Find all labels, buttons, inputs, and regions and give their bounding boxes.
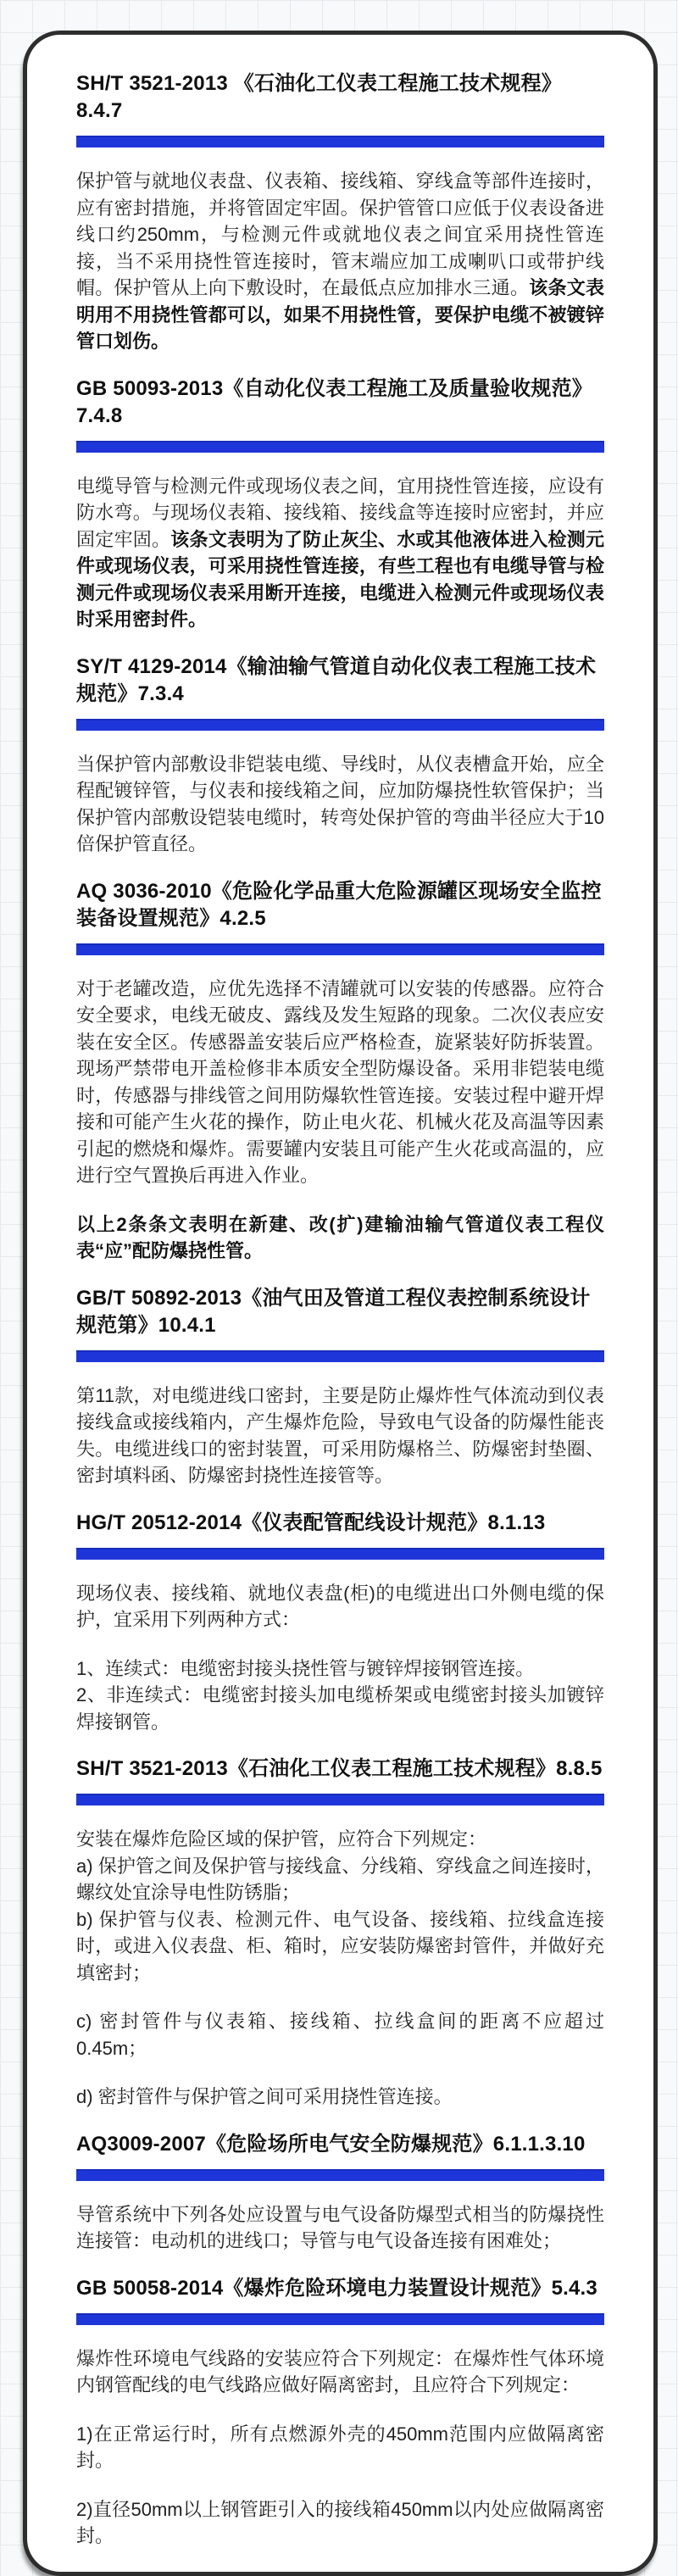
section-gb50058-5-4-3 (76, 2275, 604, 2550)
section-heading: SH/T 3521-2013《石油化工仪表工程施工技术规程》8.8.5 (76, 1757, 603, 1780)
section-gb50093-7-4-8 (76, 376, 604, 633)
section-paragraph (76, 1580, 604, 1633)
paragraph-text: 导管系统中下列各处应设置与电气设备防爆型式相当的防爆挠性连接管：电动机的进线口；导管与电气设备连接有困难处； (76, 2203, 604, 2251)
section-heading: SY/T 4129-2014《输油输气管道自动化仪表工程施工技术规范》7.3.4 (76, 654, 597, 705)
section-paragraph (76, 2345, 604, 2399)
section-heading: SH/T 3521-2013 《石油化工仪表工程施工技术规程》8.4.7 (76, 72, 562, 122)
paragraph-text: 对于老罐改造，应优先选择不清罐就可以安装的传感器。应符合安全要求，电线无破皮、露线及发生短路的现象。二次仪表应安装在安全区。传感器盖安装后应严格检查，旋紧装好防拆装置。现场严禁带电开盖检修非本质安全型防爆设备。采用非铠装电缆时，传感器与排线管之间用防爆软性管连接。安装过程中避开焊接和可能产生火花的操作，防止电火花、机械火花及高温等因素引起的燃烧和爆炸。需要罐内安装且可能产生火花或高温的，应进行空气置换后再进入作业。 (76, 977, 604, 1186)
list-item (76, 2496, 604, 2550)
section-paragraph (76, 751, 604, 858)
section-gbt50892-10-4-1 (76, 1285, 604, 1489)
paragraph-text: 第11款，对电缆进线口密封，主要是防止爆炸性气体流动到仪表接线盒或接线箱内，产生爆炸危险，导致电气设备的防爆性能丧失。电缆进线口的密封装置，可采用防爆格兰、防爆密封垫圈、密封填料函、防爆密封挠性连接管等。 (76, 1384, 604, 1486)
blue-divider-bar (76, 441, 604, 453)
paragraph-emphasis: 该条文表明为了防止灰尘、水或其他液体进入检测元件或现场仪表，可采用挠性管连接，有些工程也有电缆导管与检测元件或现场仪表采用断开连接，电缆进入检测元件或现场仪表时采用密封件。 (76, 528, 604, 630)
regulations-card (23, 31, 658, 2576)
section-heading: GB 50058-2014《爆炸危险环境电力装置设计规范》5.4.3 (76, 2276, 597, 2300)
paragraph-text: 电缆导管与检测元件或现场仪表之间，宜用挠性管连接，应设有防水弯。与现场仪表箱、接线箱、接线盒等连接时应密封，并应固定牢固。 (76, 475, 604, 550)
paragraph-emphasis: 以上2条条文表明在新建、改(扩)建输油输气管道仪表工程仪表“应”配防爆挠性管。 (76, 1213, 604, 1261)
list-item: b) 保护管与仪表、检测元件、电气设备、接线箱、拉线盒连接时，或进入仪表盘、柜、箱时，应安装防爆密封管件，并做好充填密封； (76, 1908, 604, 1983)
section-heading: GB/T 50892-2013《油气田及管道工程仪表控制系统设计规范第》10.4.1 (76, 1286, 591, 1337)
section-aq3009-6-1-1-3-10 (76, 2131, 604, 2255)
section-sht3521-8-8-5 (76, 1755, 604, 2111)
section-paragraph (76, 976, 604, 1189)
section-list (76, 1655, 604, 1736)
section-note (76, 1211, 604, 1265)
section-heading: AQ 3036-2010《危险化学品重大危险源罐区现场安全监控装备设置规范》4.2.5 (76, 879, 602, 930)
paragraph-text: c) 密封管件与仪表箱、接线箱、拉线盒间的距离不应超过0.45m； (76, 2011, 604, 2059)
section-paragraph (76, 1383, 604, 1489)
section-paragraph (76, 168, 604, 355)
paragraph-text: 保护管与就地仪表盘、仪表箱、接线箱、穿线盒等部件连接时，应有密封措施，并将管固定牢固。保护管管口应低于仪表设备进线口约250mm，与检测元件或就地仪表之间宜采用挠性管连接，当不采用挠性管连接时，管末端应加工成喇叭口或带护线帽。保护管从上向下敷设时，在最低点应加排水三通。 (76, 170, 604, 298)
section-hgt20512-8-1-13 (76, 1510, 604, 1736)
list-item (76, 2008, 604, 2061)
blue-divider-bar (76, 719, 604, 731)
list-item (76, 2421, 604, 2474)
section-heading: AQ3009-2007《危险场所电气安全防爆规范》6.1.1.3.10 (76, 2132, 586, 2156)
section-aq3036-4-2-5 (76, 878, 604, 1265)
blue-divider-bar (76, 1350, 604, 1362)
paragraph-text: 当保护管内部敷设非铠装电缆、导线时，从仪表槽盒开始，应全程配镀锌管，与仪表和接线箱之间，应加防爆挠性软管保护；当保护管内部敷设铠装电缆时，转弯处保护管的弯曲半径应大于10倍保护管直径。 (76, 753, 604, 854)
section-heading: GB 50093-2013《自动化仪表工程施工及质量验收规范》7.4.8 (76, 376, 592, 427)
paragraph-text: 现场仪表、接线箱、就地仪表盘(柜)的电缆进出口外侧电缆的保护，宜采用下列两种方式： (76, 1582, 604, 1630)
blue-divider-bar (76, 1794, 604, 1805)
section-sht3521-8-4-7 (76, 70, 604, 355)
section-list (76, 1826, 604, 1986)
section-heading: HG/T 20512-2014《仪表配管配线设计规范》8.1.13 (76, 1511, 546, 1534)
blue-divider-bar (76, 943, 604, 955)
paragraph-text: 爆炸性环境电气线路的安装应符合下列规定：在爆炸性气体环境内钢管配线的电气线路应做好隔离密封，且应符合下列规定： (76, 2347, 604, 2395)
list-item: a) 保护管之间及保护管与接线盒、分线箱、穿线盒之间连接时，螺纹处宜涂导电性防锈脂； (76, 1855, 604, 1903)
paragraph-emphasis: 该条文表明用不用挠性管都可以，如果不用挠性管，要保护电缆不被镀锌管口划伤。 (76, 277, 604, 352)
blue-divider-bar (76, 2169, 604, 2181)
section-paragraph (76, 2201, 604, 2255)
list-item: 1、连续式：电缆密封接头挠性管与镀锌焊接钢管连接。 (76, 1657, 535, 1679)
blue-divider-bar (76, 2313, 604, 2325)
blue-divider-bar (76, 136, 604, 147)
paragraph-text: 1)在正常运行时，所有点燃源外壳的450mm范围内应做隔离密封。 (76, 2423, 604, 2471)
paragraph-text: d) 密封管件与保护管之间可采用挠性管连接。 (76, 2086, 453, 2107)
paragraph-text: 2)直径50mm以上钢管距引入的接线箱450mm以内处应做隔离密封。 (76, 2498, 604, 2546)
section-syt4129-7-3-4 (76, 654, 604, 858)
list-item: 2、非连续式：电缆密封接头加电缆桥架或电缆密封接头加镀锌焊接钢管。 (76, 1684, 604, 1733)
list-item (76, 2084, 604, 2111)
blue-divider-bar (76, 1548, 604, 1560)
grid-paper-background (0, 31, 678, 2546)
section-paragraph (76, 473, 604, 633)
paragraph-text: 安装在爆炸危险区域的保护管，应符合下列规定： (76, 1828, 487, 1850)
